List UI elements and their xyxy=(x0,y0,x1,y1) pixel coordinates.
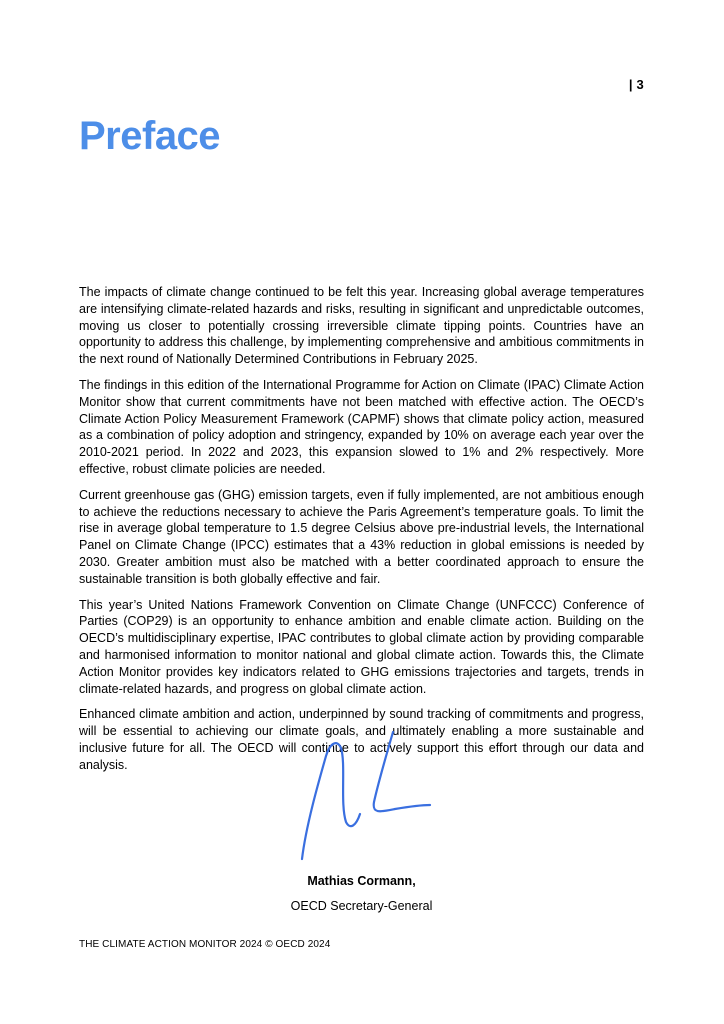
paragraph-3: Current greenhouse gas (GHG) emission targets, even if fully implemented, are not ambitious enough to achieve the reductions necessary to achieve the Paris Agreement’s temperature goals. To limit the rise in average global temperature to 1.5 degree Celsius above pre-industrial levels, the International Panel on Climate Change (IPCC) estimates that a 43% reduction in global emissions is needed by 2030. Greater ambition must also be matched with a better coordinated approach to ensure the sustainable transition is both globally effective and fair. xyxy=(79,487,644,586)
paragraph-2: The findings in this edition of the International Programme for Action on Climate (IPAC) Climate Action Monitor show that current commitments have not been matched with effective action. The OECD’s Climate Action Policy Measurement Framework (CAPMF) shows that climate policy action, measured as a combination of policy adoption and stringency, expanded by 10% on average each year over the 2010-2021 period. In 2022 and 2023, this expansion slowed to 1% and 2% respectively. More effective, robust climate policies are needed. xyxy=(79,377,644,476)
preface-body xyxy=(79,284,644,783)
footer-copyright: THE CLIMATE ACTION MONITOR 2024 © OECD 2024 xyxy=(79,939,331,950)
signatory-title: OECD Secretary-General xyxy=(290,899,433,913)
signature-stroke-2 xyxy=(374,732,430,811)
page-title: Preface xyxy=(79,114,221,158)
paragraph-4: This year’s United Nations Framework Convention on Climate Change (UNFCCC) Conference of Parties (COP29) is an opportunity to enhance ambition and enable climate action. Building on the OECD’s multidisciplinary expertise, IPAC contributes to global climate action by providing comparable and harmonised information to monitor national and global climate action. Towards this, the Climate Action Monitor provides key indicators related to GHG emissions trajectories and targets, trends in climate-related hazards, and progress on global climate action. xyxy=(79,597,644,696)
signature-stroke-1 xyxy=(302,743,360,859)
paragraph-5: Enhanced climate ambition and action, underpinned by sound tracking of commitments and progress, will be essential to achieving our climate goals, and ultimately enabling a more sustainable and inclusive future for all. The OECD will continue to actively support this effort through our data and analysis. xyxy=(79,707,644,772)
handwritten-signature xyxy=(290,726,440,866)
page-number: | 3 xyxy=(628,77,644,92)
signatory-name: Mathias Cormann, xyxy=(307,874,416,888)
paragraph-1: The impacts of climate change continued to be felt this year. Increasing global average temperatures are intensifying climate-related hazards and risks, resulting in significant and unpredictable outcomes, moving us closer to potentially crossing irreversible climate tipping points. Countries have an opportunity to address this challenge, by implementing comprehensive and ambitious commitments in the next round of Nationally Determined Contributions in February 2025. xyxy=(79,285,644,367)
signatory xyxy=(220,873,503,914)
